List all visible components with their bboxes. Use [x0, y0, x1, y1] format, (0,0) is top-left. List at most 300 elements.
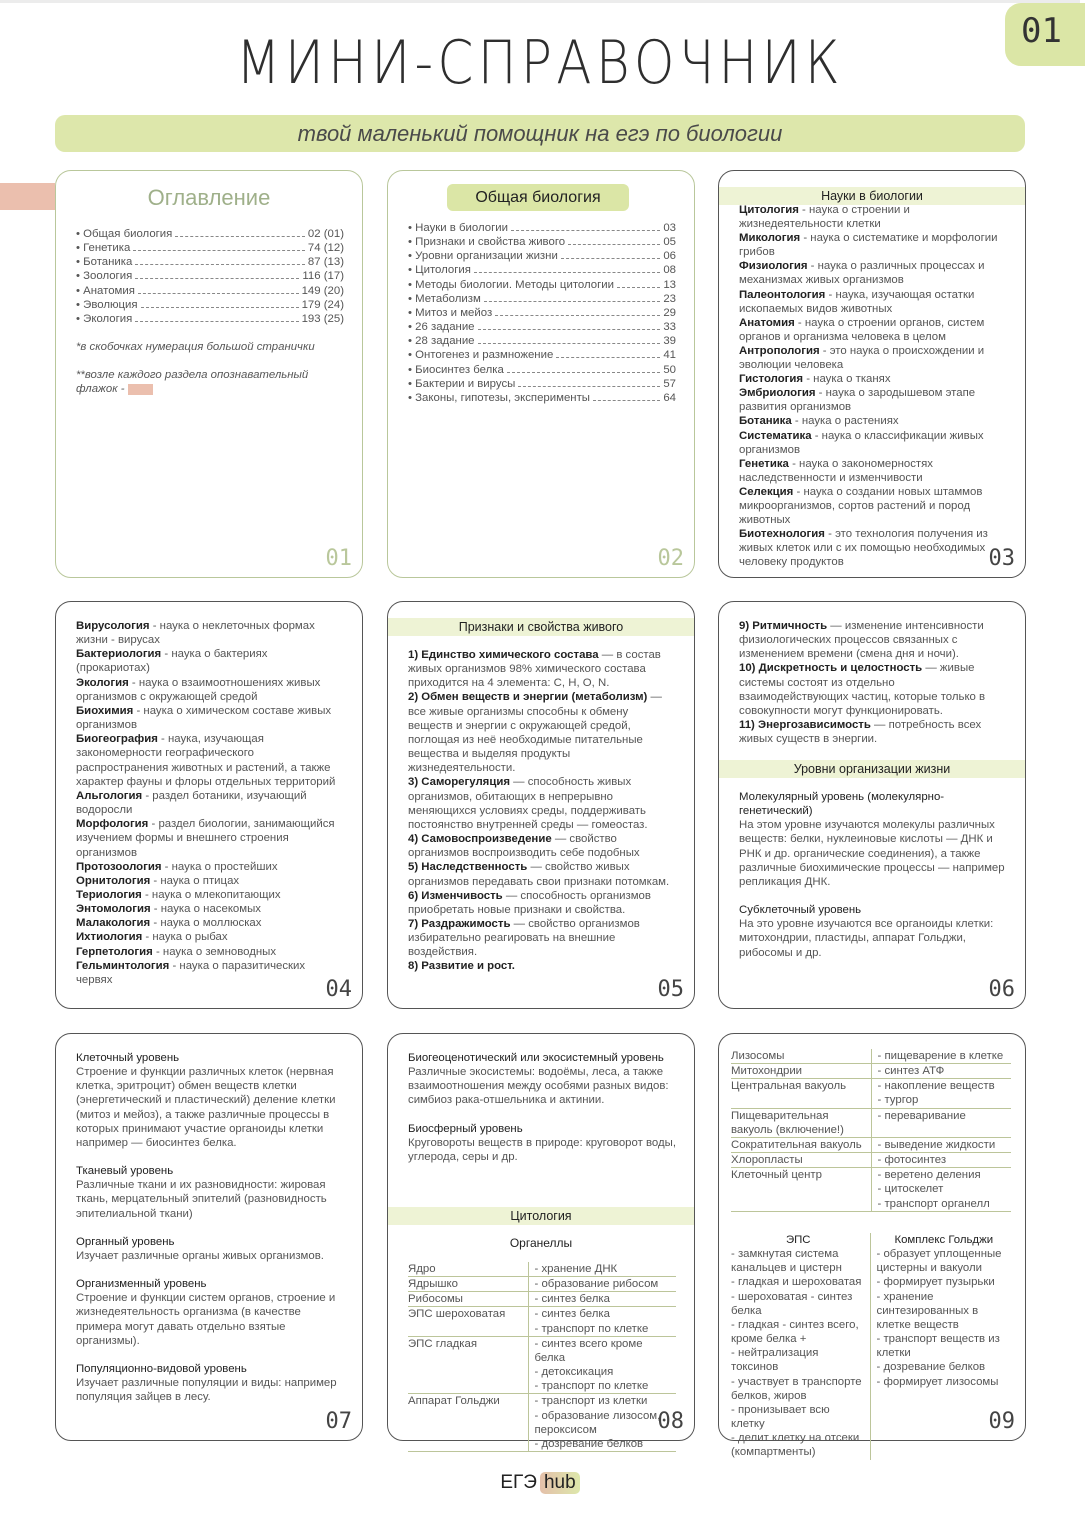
dotted-leader: [135, 264, 305, 265]
organelle-row: [731, 1168, 1011, 1211]
organelle-functions: [528, 1292, 676, 1307]
toc-page: 08: [663, 264, 676, 277]
term-name: Морфология: [76, 818, 149, 831]
organelle-name: ЭПС шероховатая: [408, 1307, 528, 1336]
term-definition: — свойство живых организмов передавать свои признаки потомкам.: [408, 861, 670, 888]
organelle-name: Митохондрии: [731, 1064, 871, 1079]
term-entry: [76, 619, 344, 647]
organelle-function: - тургор: [877, 1094, 919, 1107]
organelle-row: [731, 1079, 1011, 1108]
organelle-function: - транспорт из клетки: [534, 1395, 648, 1408]
column-title: Комплекс Гольджи: [894, 1234, 994, 1246]
organelle-name: Клеточный центр: [731, 1168, 871, 1211]
level-title: Субклеточный уровень: [739, 904, 862, 917]
term-definition: — живые системы состоят из отдельно взаимодействующих частиц, которые только в совокупности могут функционировать.: [739, 662, 986, 717]
organelle-functions: [871, 1137, 1011, 1152]
toc-label: • Общая биология: [76, 228, 173, 240]
term-entry: [76, 860, 344, 874]
term-definition: - наука о паразитических червях: [76, 959, 306, 986]
toc-label: • Экология: [76, 312, 133, 325]
term-definition: — все живые организмы способны к обмену веществ и энергии с окружающей средой, поглощая из неё необходимые питательные вещества и выделяя продукты жизнедеятельности.: [408, 691, 662, 775]
page-number: 03: [988, 546, 1015, 571]
toc-page: 41: [663, 349, 676, 362]
card-c01: [55, 170, 363, 578]
toc-label: • Ботаника: [76, 256, 133, 269]
toc-label: • Признаки и свойства живого: [408, 236, 566, 249]
toc-entry: [408, 263, 676, 277]
card-content: [731, 1049, 1011, 1212]
dotted-leader: [135, 321, 298, 322]
toc-page: 149 (20): [301, 284, 344, 297]
spacer: [76, 1263, 344, 1277]
toc-entry: [76, 312, 344, 326]
term-name: 4) Самовоспроизведение: [408, 833, 552, 846]
dotted-leader: [507, 372, 661, 373]
term-definition: - наука о простейших: [161, 860, 278, 873]
toc-page: 64: [663, 391, 676, 404]
spacer: [76, 326, 344, 340]
term-name: Биохимия: [76, 704, 134, 717]
term-name: Селекция: [739, 485, 794, 498]
organelle-functions: [871, 1108, 1011, 1137]
term-name: Эмбриология: [739, 387, 816, 400]
organelle-functions: [528, 1336, 676, 1394]
term-entry: [76, 945, 344, 959]
term-entry: [408, 917, 676, 959]
term-entry: [739, 386, 1007, 414]
organelle-function: - фотосинтез: [877, 1154, 947, 1167]
term-definition: — изменение интенсивности физиологических процессов связанных с изменением времени (смена дня и ночи).: [739, 620, 984, 661]
toc-page: 13: [663, 278, 676, 291]
term-name: Ботаника: [739, 415, 792, 428]
term-entry: [76, 647, 344, 675]
term-definition: - наука о птицах: [150, 874, 240, 887]
organelle-row: [408, 1262, 676, 1277]
term-definition: - раздел биологии, занимающийся изучением формы и внешнего строения организмов: [76, 818, 335, 859]
term-definition: - наука о классификации живых организмов: [739, 429, 984, 456]
term-definition: - наука о зародышевом этапе развития организмов: [739, 387, 976, 414]
card-content: [739, 790, 1007, 960]
card-content: [408, 648, 676, 974]
toc-page: 87 (13): [307, 256, 344, 269]
toc-entry: [408, 363, 676, 377]
spacer: [76, 354, 344, 368]
term-entry: [76, 930, 344, 944]
section-header: Цитология: [388, 1207, 694, 1225]
comparison-columns: [731, 1233, 1011, 1460]
toc-label: • Метаболизм: [408, 292, 481, 305]
dotted-leader: [518, 386, 660, 387]
dotted-leader: [474, 272, 660, 273]
organelle-function: - образование лизосом, пероксисом: [534, 1409, 661, 1436]
term-entry: [76, 704, 344, 732]
toc-entry: [408, 334, 676, 348]
card-c08: [387, 1033, 695, 1450]
level-title: Популяционно-видовой уровень: [76, 1362, 247, 1375]
toc-page: 33: [663, 321, 676, 334]
term-definition: - раздел ботаники, изучающий водоросли: [76, 789, 307, 817]
section-flag: [0, 183, 55, 210]
term-definition: - наука о закономерностях наследственности и изменчивости: [739, 457, 933, 484]
term-definition: - наука о земноводных: [152, 945, 277, 958]
term-definition: - наука о бактериях (прокариотах): [76, 648, 268, 675]
dotted-leader: [135, 278, 299, 279]
term-entry: [76, 916, 344, 930]
term-name: 8) Развитие и рост.: [408, 960, 515, 973]
page-number: 07: [325, 1409, 352, 1434]
organelle-name: Аппарат Гольджи: [408, 1394, 528, 1452]
organelle-function: - образование рибосом: [534, 1278, 659, 1291]
term-definition: - наука о строении и жизнедеятельности клетки: [739, 204, 910, 231]
toc-page: 23: [663, 292, 676, 305]
toc-page: 179 (24): [301, 298, 344, 311]
organelle-name: Хлоропласты: [731, 1153, 871, 1168]
organelle-function: - накопление веществ: [877, 1080, 995, 1093]
organelle-function: - пищеварение в клетке: [877, 1050, 1004, 1062]
toc-label: • Науки в биологии: [408, 222, 508, 234]
term-entry: [739, 203, 1007, 231]
page-number: 06: [988, 977, 1015, 1002]
page-number: 01: [325, 546, 352, 571]
toc-page: 74 (12): [307, 242, 344, 255]
organelle-row: [408, 1394, 676, 1452]
column-item: - нейтрализация токсинов: [731, 1347, 819, 1374]
term-name: 9) Ритмичность: [739, 620, 828, 632]
term-entry: [76, 789, 344, 817]
term-entry: [76, 888, 344, 902]
term-name: Антропология: [739, 344, 820, 357]
section-header: Науки в биологии: [719, 187, 1025, 205]
section-header: Общая биология: [447, 184, 629, 211]
dotted-leader: [138, 293, 299, 294]
page-number: 02: [657, 546, 684, 571]
organelle-functions: [871, 1168, 1011, 1211]
card-c07: [55, 1033, 363, 1441]
organelle-name: Ядро: [408, 1262, 528, 1277]
term-definition: - наука о различных процессах и механизмах живых организмов: [739, 260, 985, 287]
toc-title: Оглавление: [147, 185, 271, 210]
organelle-functions: [871, 1153, 1011, 1168]
term-definition: - наука о рыбах: [142, 931, 228, 944]
term-entry: [739, 372, 1007, 386]
toc-page: 57: [663, 377, 676, 390]
column-item: - пронизывает всю клетку: [731, 1403, 830, 1431]
term-name: Систематика: [739, 429, 812, 442]
column-item: - формирует пузырьки: [876, 1276, 995, 1289]
organelle-table: [408, 1262, 676, 1452]
flag-swatch: [128, 384, 153, 395]
term-entry: [739, 457, 1007, 485]
toc-entry: [408, 249, 676, 263]
organelle-row: [408, 1307, 676, 1336]
footer-logo: [0, 1472, 1080, 1494]
term-name: Малакология: [76, 917, 151, 930]
toc-entry: [408, 235, 676, 249]
toc-label: • 26 задание: [408, 321, 475, 334]
organelle-function: - транспорт органелл: [877, 1197, 990, 1210]
term-definition: - наука о химическом составе живых организмов: [76, 704, 332, 732]
term-name: Палеонтология: [739, 288, 826, 301]
organelle-name: ЭПС гладкая: [408, 1336, 528, 1394]
card-c04: [55, 601, 363, 1009]
term-definition: - наука о строении органов, систем органов и организма человека в целом: [739, 316, 985, 343]
term-entry: [408, 959, 676, 973]
section-header: Уровни организации жизни: [719, 760, 1025, 778]
term-name: 10) Дискретность и целостность: [739, 662, 923, 675]
organelle-functions: [528, 1277, 676, 1292]
toc-page: 06: [663, 250, 676, 263]
level-title: Биогеоценотический или экосистемный уровень: [408, 1052, 664, 1064]
level-title: Тканевый уровень: [76, 1165, 174, 1178]
organelle-functions: [528, 1262, 676, 1277]
organelle-name: Пищеварительная вакуоль (включение!): [731, 1108, 871, 1137]
organelle-row: [731, 1108, 1011, 1137]
term-definition: - наука о млекопитающих: [141, 888, 281, 901]
term-name: Орнитология: [76, 874, 151, 887]
column-item: - образует уплощенные цистерны и вакуоли: [876, 1248, 1002, 1275]
toc-entry: [408, 348, 676, 362]
term-name: 5) Наследственность: [408, 861, 528, 874]
card-content: [76, 619, 344, 987]
level-text: На это уровне изучаются все органоиды клетки: митохондрии, пластиды, аппарат Гольджи, рибосомы и др.: [739, 918, 994, 959]
term-name: Микология: [739, 232, 801, 245]
term-entry: [408, 860, 676, 888]
level-text: Изучает различные популяции и виды: например популяция зайцев в лесу.: [76, 1376, 337, 1404]
term-name: Териология: [76, 888, 142, 901]
term-name: Биогеография: [76, 733, 158, 746]
term-definition: - наука о насекомых: [150, 903, 261, 916]
level-title: Молекулярный уровень (молекулярно-генетический): [739, 791, 945, 818]
column-item: - замкнутая система канальцев и цистерн: [731, 1248, 842, 1275]
dotted-leader: [484, 301, 661, 302]
organelle-row: [408, 1277, 676, 1292]
term-definition: - наука о растениях: [791, 415, 899, 428]
term-name: Цитология: [739, 204, 799, 216]
dotted-leader: [141, 307, 299, 308]
spacer: [408, 1108, 676, 1122]
term-definition: - наука о взаимоотношениях живых организмов с окружающей средой: [76, 676, 321, 703]
term-entry: [739, 619, 1007, 661]
column-item: - делит клетку на отсеки (компартменты): [731, 1432, 860, 1459]
card-content: [76, 1051, 344, 1404]
toc-label: • Уровни организации жизни: [408, 250, 558, 263]
dotted-leader: [478, 343, 661, 344]
toc-label: • Онтогенез и размножение: [408, 349, 554, 362]
toc-label: • Эволюция: [76, 298, 138, 311]
column-item: - гладкая - синтез всего, кроме белка +: [731, 1318, 859, 1346]
level-text: Строение и функции различных клеток (нервная клетка, эритроцит) обмен веществ клетки (энергетический и пластический) деление клетки (митоз и мейоз), а также различные процессы в которых принимают участие органоиды клетки например — биосинтез белка.: [76, 1066, 336, 1149]
dotted-leader: [133, 250, 305, 251]
column-item: - формирует лизосомы: [876, 1375, 999, 1388]
toc-label: • 28 задание: [408, 335, 475, 348]
term-definition: - наука о моллюсках: [150, 917, 262, 930]
column-item: - участвует в транспорте белков, жиров: [731, 1375, 862, 1402]
dotted-leader: [568, 244, 660, 245]
column-item: - гладкая и шероховатая: [731, 1276, 862, 1289]
term-entry: [76, 817, 344, 859]
organelle-function: - синтез всего кроме белка: [534, 1337, 643, 1364]
level-text: На этом уровне изучаются молекулы различных веществ: белки, нуклеиновые кислоты — ДНК и РНК и др. органические соединения), а также различные биохимические процессы — например репликация ДНК.: [739, 819, 1005, 888]
organelle-name: Рибосомы: [408, 1292, 528, 1307]
term-definition: - наука о неклеточных формах жизни - вирусах: [76, 620, 315, 647]
section-header: Признаки и свойства живого: [388, 618, 694, 636]
organelle-functions: [871, 1079, 1011, 1108]
toc-page: 116 (17): [302, 270, 344, 283]
term-definition: — способность живых организмов, обитающих в непрерывно меняющихся условиях среды, поддерживать постоянство внутренней среды — гомеостаз.: [408, 776, 648, 831]
level-title: Биосферный уровень: [408, 1122, 523, 1135]
organelle-name: Ядрышко: [408, 1277, 528, 1292]
term-name: 3) Саморегуляция: [408, 776, 510, 789]
term-definition: — свойство организмов воспроизводить себе подобных: [408, 833, 640, 860]
page-title: МИНИ-СПРАВОЧНИК: [236, 28, 844, 98]
term-entry: [408, 775, 676, 832]
toc-label: • Законы, гипотезы, эксперименты: [408, 391, 590, 404]
subsection-title: Органеллы: [509, 1236, 573, 1250]
spacer: [76, 1348, 344, 1362]
term-name: Ихтиология: [76, 931, 143, 944]
term-entry: [739, 316, 1007, 344]
footer-brand: ЕГЭ: [500, 1472, 537, 1493]
toc-entry: [408, 391, 676, 405]
term-definition: - наука о создании новых штаммов микроорганизмов, сортов растений и пород животных: [739, 485, 983, 527]
toc-label: • Митоз и мейоз: [408, 306, 493, 319]
toc-label: • Генетика: [76, 242, 131, 255]
organelle-row: [408, 1292, 676, 1307]
card-content: [408, 1051, 676, 1164]
term-name: Вирусология: [76, 620, 150, 632]
organelle-functions: [528, 1307, 676, 1336]
toc-entry: [408, 221, 676, 235]
term-name: Экология: [76, 676, 129, 689]
term-entry: [76, 676, 344, 704]
organelle-name: Сократительная вакуоль: [731, 1137, 871, 1152]
dotted-leader: [495, 315, 660, 316]
organelle-function: - синтез белка: [534, 1293, 610, 1306]
term-definition: - наука, изучающая закономерности географического распространения животных и растений, а также характер фауны и флоры отдельных территорий: [76, 733, 336, 788]
term-name: 2) Обмен веществ и энергии (метаболизм): [408, 691, 648, 704]
term-definition: - наука, изучающая остатки ископаемых видов животных: [739, 288, 975, 315]
toc-entry: [76, 255, 344, 269]
level-title: Органный уровень: [76, 1235, 175, 1248]
footer-hub: hub: [540, 1472, 580, 1494]
term-entry: [739, 429, 1007, 457]
toc-page: 39: [663, 335, 676, 348]
term-name: 6) Изменчивость: [408, 889, 503, 902]
toc-page: 02 (01): [307, 228, 344, 240]
card-c03: [718, 170, 1026, 578]
toc-entry: [76, 298, 344, 312]
organelle-function: - синтез белка: [534, 1308, 610, 1321]
organelle-row: [408, 1336, 676, 1394]
subtitle-banner: твой маленький помощник на егэ по биологии: [55, 115, 1025, 152]
card-c05: [387, 601, 695, 1009]
level-text: Различные экосистемы: водоёмы, леса, а также взаимоотношения между особями разных видов: симбиоз рака-отшельника и актинии.: [408, 1066, 669, 1107]
term-entry: [739, 231, 1007, 259]
organelle-function: - переваривание: [877, 1109, 966, 1122]
term-entry: [739, 288, 1007, 316]
term-entry: [408, 889, 676, 917]
card-content: [739, 203, 1007, 569]
golgi-column: [871, 1233, 1012, 1460]
term-name: 7) Раздражимость: [408, 917, 511, 930]
footnote: [76, 368, 344, 396]
toc-page: 03: [663, 222, 676, 234]
term-entry: [76, 902, 344, 916]
toc-label: • Цитология: [408, 264, 471, 277]
term-definition: — свойство организмов избирательно реагировать на внешние воздействия.: [408, 917, 640, 959]
toc-entry: [76, 269, 344, 283]
spacer: [739, 889, 1007, 903]
card-content: [739, 619, 1007, 746]
term-entry: [76, 874, 344, 888]
level-text: Строение и функции систем органов, строение и жизнедеятельность организма (в качестве примера могут давать отдельно взятые организмы).: [76, 1292, 336, 1347]
organelle-function: - детоксикация: [534, 1366, 614, 1379]
term-name: 11) Энергозависимость: [739, 719, 871, 732]
organelle-function: - выведение жидкости: [877, 1138, 996, 1151]
organelle-functions: [871, 1049, 1011, 1064]
footnote-text: **возле каждого раздела опознавательный флажок -: [76, 369, 309, 396]
organelle-row: [731, 1137, 1011, 1152]
term-entry: [76, 959, 344, 987]
term-definition: — в состав живых организмов 98% химического состава приходится на 4 элемента: C, H, O, N.: [408, 649, 661, 690]
organelle-row: [731, 1153, 1011, 1168]
organelle-functions: [871, 1064, 1011, 1079]
card-content: [76, 227, 344, 397]
term-entry: [408, 832, 676, 860]
toc-page: 05: [663, 236, 676, 249]
term-name: 1) Единство химического состава: [408, 649, 599, 661]
organelle-table: [731, 1049, 1011, 1212]
toc-entry: [408, 320, 676, 334]
column-item: - хранение синтезированных в клетке веществ: [876, 1290, 979, 1331]
toc-entry: [76, 284, 344, 298]
term-entry: [739, 527, 1007, 569]
toc-page: 50: [663, 363, 676, 376]
card-c02: [387, 170, 695, 578]
term-name: Генетика: [739, 457, 789, 470]
column-item: - транспорт веществ из клетки: [876, 1333, 1000, 1360]
term-entry: [739, 718, 1007, 746]
page-number: 08: [657, 1409, 684, 1434]
toc-label: • Биосинтез белка: [408, 363, 504, 376]
organelle-name: Центральная вакуоль: [731, 1079, 871, 1108]
dotted-leader: [593, 400, 660, 401]
term-definition: - это технология получения из живых клеток или с их помощью необходимых человеку продуктов: [739, 528, 988, 569]
level-text: Круговороты веществ в природе: круговорот воды, углерода, серы и др.: [408, 1136, 676, 1163]
organelle-function: - цитоскелет: [877, 1183, 944, 1196]
term-name: Герпетология: [76, 945, 153, 958]
column-item: - дозревание белков: [876, 1361, 986, 1374]
term-entry: [739, 661, 1007, 718]
dotted-leader: [617, 287, 660, 288]
term-name: Альгология: [76, 789, 143, 802]
toc-label: • Зоология: [76, 270, 133, 283]
organelle-function: - дозревание белков: [534, 1437, 644, 1450]
term-name: Гистология: [739, 373, 804, 386]
dotted-leader: [511, 230, 660, 231]
level-text: Различные ткани и их разновидности: жировая ткань, мерцательный эпителий (разновидность эпителиальной ткани): [76, 1179, 327, 1220]
page-number: 05: [657, 977, 684, 1002]
term-name: Энтомология: [76, 903, 151, 916]
card-content: [731, 1233, 1011, 1460]
organelle-function: - хранение ДНК: [534, 1263, 618, 1275]
toc-entry: [408, 278, 676, 292]
dotted-leader: [556, 357, 660, 358]
organelle-function: - веретено деления: [877, 1169, 981, 1182]
toc-label: • Методы биологии. Методы цитологии: [408, 278, 614, 291]
column-title: ЭПС: [785, 1234, 811, 1246]
toc-entry: [76, 227, 344, 241]
